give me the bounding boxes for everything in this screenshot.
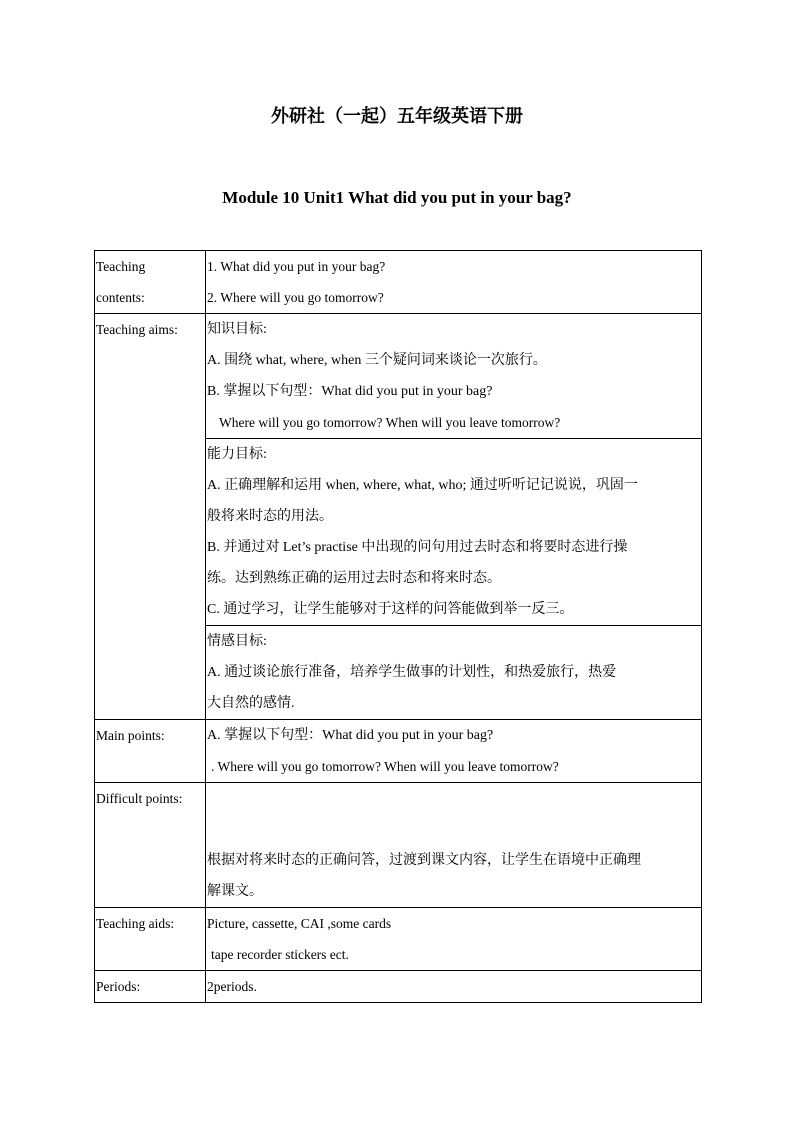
knowledge-item-b-cont: Where will you go tomorrow? When will you leave tomorrow? xyxy=(219,415,561,430)
difficult-points-value xyxy=(206,783,702,908)
row-difficult-points xyxy=(95,783,702,908)
ability-item-c: C. 通过学习，让学生能够对于这样的问答能做到举一反三。 xyxy=(207,602,574,617)
periods-value xyxy=(206,971,702,1003)
ability-item-a: A. 正确理解和运用 when, where, what, who; 通过听听记记说说，巩固一 xyxy=(207,478,638,493)
emotion-heading: 情感目标: xyxy=(207,634,267,649)
lesson-subtitle: Module 10 Unit1 What did you put in your bag? xyxy=(222,188,572,207)
row-teaching-contents xyxy=(95,251,702,314)
main-points-value xyxy=(206,720,702,783)
emotion-item-a-cont: 大自然的感情. xyxy=(207,696,295,711)
content-line: 2. Where will you go tomorrow? xyxy=(207,290,384,305)
ability-item-b: B. 并通过对 Let’s practise 中出现的问句用过去时态和将要时态进行操 xyxy=(207,540,628,555)
main-point-line: A. 掌握以下句型：What did you put in your bag? xyxy=(207,728,494,743)
ability-aims xyxy=(206,439,702,626)
row-teaching-aims-knowledge xyxy=(95,314,702,439)
aids-line: Picture, cassette, CAI ,some cards xyxy=(207,916,392,931)
row-periods xyxy=(95,971,702,1003)
document-title: 外研社（一起）五年级英语下册 xyxy=(271,106,523,127)
knowledge-item-a: A. 围绕 what, where, when 三个疑问词来谈论一次旅行。 xyxy=(207,353,547,368)
main-point-line: . Where will you go tomorrow? When will you leave tomorrow? xyxy=(211,759,559,774)
label-periods: Periods: xyxy=(95,971,206,1003)
emotion-aims xyxy=(206,626,702,720)
teaching-contents-value xyxy=(206,251,702,314)
label-main-points: Main points: xyxy=(95,720,206,783)
row-main-points xyxy=(95,720,702,783)
ability-item-a-cont: 般将来时态的用法。 xyxy=(207,509,333,524)
knowledge-heading: 知识目标: xyxy=(207,322,267,337)
difficult-point-line: 根据对将来时态的正确问答，过渡到课文内容，让学生在语境中正确理 xyxy=(207,853,641,868)
row-teaching-aids xyxy=(95,908,702,971)
content-line: 1. What did you put in your bag? xyxy=(207,259,386,274)
periods-text: 2periods. xyxy=(207,979,257,994)
label-teaching-aims: Teaching aims: xyxy=(95,314,206,720)
knowledge-item-b: B. 掌握以下句型：What did you put in your bag? xyxy=(207,384,493,399)
label-difficult-points: Difficult points: xyxy=(95,783,206,908)
label-teaching-aids: Teaching aids: xyxy=(95,908,206,971)
ability-heading: 能力目标: xyxy=(207,447,267,462)
teaching-aids-value xyxy=(206,908,702,971)
knowledge-aims xyxy=(206,314,702,439)
emotion-item-a: A. 通过谈论旅行准备，培养学生做事的计划性，和热爱旅行，热爱 xyxy=(207,665,617,680)
difficult-point-line-cont: 解课文。 xyxy=(207,884,263,899)
ability-item-b-cont: 练。达到熟练正确的运用过去时态和将来时态。 xyxy=(207,571,501,586)
label-teaching-contents: Teaching contents: xyxy=(95,251,206,314)
lesson-plan-table xyxy=(94,250,702,1003)
aids-line: tape recorder stickers ect. xyxy=(211,947,349,962)
